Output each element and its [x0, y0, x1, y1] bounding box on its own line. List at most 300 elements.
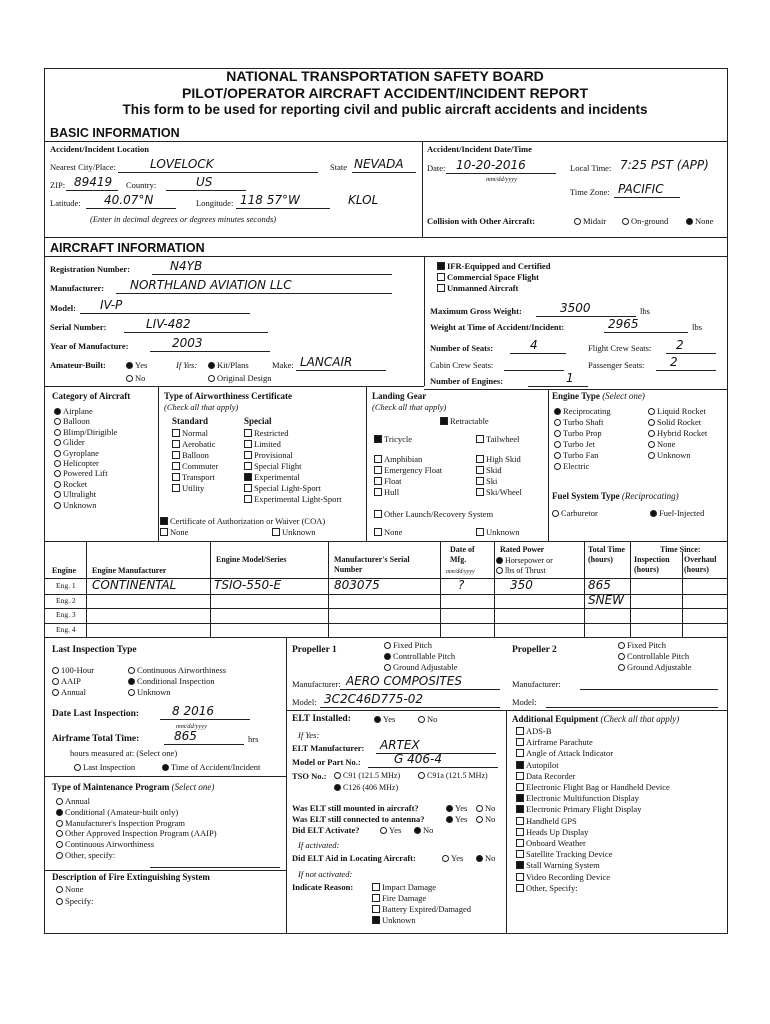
underline [150, 351, 270, 352]
original-design[interactable]: Original Design [208, 373, 272, 383]
radio-icon [496, 567, 503, 574]
checkbox-icon [516, 828, 524, 836]
category-unknown[interactable]: Unknown [54, 500, 97, 510]
aw-none-checkbox[interactable]: None [160, 527, 188, 537]
elt-installed-label: ELT Installed: [292, 714, 351, 724]
aircraft-section-title: AIRCRAFT INFORMATION [50, 241, 205, 255]
radio-icon [552, 510, 559, 517]
checkbox-icon [516, 738, 524, 746]
elt-activate-yes[interactable]: Yes [380, 825, 401, 835]
checkbox-icon [272, 528, 280, 536]
prop2-fixed[interactable]: Fixed Pitch [618, 640, 666, 650]
elt-connected-yes[interactable]: Yes [446, 814, 467, 824]
local-time-field[interactable]: 7:25 PST (APP) [620, 158, 709, 172]
radio-icon [56, 898, 63, 905]
radio-icon [554, 408, 561, 415]
aft-field[interactable]: 865 [174, 729, 197, 743]
prop2-title: Propeller 2 [512, 645, 557, 655]
engine-row-label: Eng. 3 [56, 610, 76, 619]
engine-cell-power[interactable]: 350 [510, 578, 533, 592]
city-field[interactable]: LOVELOCK [150, 157, 214, 171]
elt-tso-label: TSO No.: [292, 771, 327, 781]
gear-title: Landing Gear [372, 391, 427, 401]
radio-icon [622, 218, 629, 225]
checkbox-icon [374, 488, 382, 496]
divider [424, 256, 425, 386]
engine-cell-mfr[interactable]: CONTINENTAL [92, 578, 177, 592]
reason-fire-damage[interactable]: Fire Damage [372, 893, 426, 903]
ps-field[interactable]: 2 [670, 355, 678, 369]
divider [44, 776, 286, 777]
standard-transport[interactable]: Transport [172, 472, 215, 482]
category-glider[interactable]: Glider [54, 437, 85, 447]
amateur-yes[interactable]: Yes [126, 360, 147, 370]
checkbox-icon [437, 262, 445, 270]
engine-type-electric[interactable]: Electric [554, 461, 589, 471]
state-label: State [330, 162, 347, 172]
special-experimental[interactable]: Experimental [244, 472, 300, 482]
kit-plans[interactable]: Kit/Plans [208, 360, 249, 370]
radio-icon [414, 827, 421, 834]
weight-label: Weight at Time of Accident/Incident: [430, 322, 565, 332]
year-field[interactable]: 2003 [172, 336, 203, 350]
underline [604, 332, 688, 333]
radio-icon [54, 439, 61, 446]
elt-tso-c126[interactable]: C126 (406 MHz) [334, 783, 398, 793]
checkbox-icon [516, 884, 524, 892]
special-special-light-sport[interactable]: Special Light-Sport [244, 483, 321, 493]
underline [656, 370, 716, 371]
divider [422, 141, 423, 237]
special-title: Special [244, 416, 272, 426]
prop1-ground[interactable]: Ground Adjustable [384, 662, 457, 672]
measured-last-insp[interactable]: Last Inspection [74, 762, 135, 772]
category-ultralight[interactable]: Ultralight [54, 489, 96, 499]
underline [666, 353, 716, 354]
checkbox-icon [374, 455, 382, 463]
engine-type-turbo-jet[interactable]: Turbo Jet [554, 439, 595, 449]
weight-field[interactable]: 2965 [608, 317, 639, 331]
gear-amphibian[interactable]: Amphibian [374, 454, 422, 464]
radio-icon [686, 218, 693, 225]
reg-field[interactable]: N4YB [170, 259, 203, 273]
radio-icon [54, 491, 61, 498]
prop1-fixed[interactable]: Fixed Pitch [384, 640, 432, 650]
divider [286, 710, 728, 711]
radio-icon [54, 502, 61, 509]
th-hp: Horsepower or [496, 556, 553, 566]
elt-connected-label: Was ELT still connected to antenna? [292, 814, 425, 824]
ccs-label: Cabin Crew Seats: [430, 360, 494, 370]
prop1-model-field[interactable]: 3C2C46D775-02 [324, 692, 424, 706]
engine-cell-date[interactable]: ? [458, 578, 465, 592]
form-title-agency: NATIONAL TRANSPORTATION SAFETY BOARD [226, 68, 544, 84]
gear-tailwheel[interactable]: Tailwheel [476, 434, 519, 444]
special-experimental-light-sport[interactable]: Experimental Light-Sport [244, 494, 342, 504]
gear-retractable[interactable]: Retractable [440, 416, 489, 426]
maint-other-approved-inspection-program-aaip[interactable]: Other Approved Inspection Program (AAIP) [56, 828, 217, 838]
gear-skid[interactable]: Skid [476, 465, 502, 475]
engine-cell-total[interactable]: 865 [588, 578, 611, 592]
category-rocket[interactable]: Rocket [54, 479, 87, 489]
airport-code[interactable]: KLOL [348, 193, 379, 207]
category-airplane[interactable]: Airplane [54, 406, 93, 416]
engines-field[interactable]: 1 [566, 371, 574, 385]
equip-ads-b[interactable]: ADS-B [516, 726, 552, 736]
elt-installed-yes[interactable]: Yes [374, 714, 395, 724]
elt-aid-label: Did ELT Aid in Locating Aircraft: [292, 853, 416, 863]
engine-type-unknown[interactable]: Unknown [648, 450, 691, 460]
checkbox-icon [516, 783, 524, 791]
th-insp: Inspection (hours) [634, 555, 670, 574]
divider [440, 541, 441, 637]
engine-cell-total[interactable]: SNEW [588, 592, 625, 607]
equip-airframe-parachute[interactable]: Airframe Parachute [516, 737, 593, 747]
category-balloon[interactable]: Balloon [54, 416, 90, 426]
prop1-mfr-label: Manufacturer: [292, 679, 341, 689]
category-title: Category of Aircraft [52, 391, 131, 401]
engine-type-turbo-shaft[interactable]: Turbo Shaft [554, 417, 604, 427]
timezone-field[interactable]: PACIFIC [618, 182, 664, 196]
divider [506, 710, 507, 934]
engine-type-hybrid-rocket[interactable]: Hybrid Rocket [648, 428, 707, 438]
radio-icon [554, 419, 561, 426]
special-restricted[interactable]: Restricted [244, 428, 288, 438]
elt-tso-c91[interactable]: C91 (121.5 MHz) [334, 771, 400, 781]
collision-label: Collision with Other Aircraft: [427, 216, 536, 226]
mgw-label: Maximum Gross Weight: [430, 306, 522, 316]
seats-label: Number of Seats: [430, 343, 494, 353]
radio-icon [54, 450, 61, 457]
th-mfr: Engine Manufacturer [92, 566, 167, 575]
standard-aerobatic[interactable]: Aerobatic [172, 439, 216, 449]
radio-icon [618, 653, 625, 660]
elt-activate-label: Did ELT Activate? [292, 825, 360, 835]
radio-icon [574, 218, 581, 225]
engine-cell-serial[interactable]: 803075 [334, 578, 380, 592]
divider [44, 594, 728, 595]
engine-type-turbo-prop[interactable]: Turbo Prop [554, 428, 602, 438]
fuel-carburetor[interactable]: Carburetor [552, 508, 598, 518]
underline [152, 274, 392, 275]
radio-icon [384, 664, 391, 671]
checkbox-icon [516, 761, 524, 769]
maint-conditional-amateur-built-only[interactable]: Conditional (Amateur-built only) [56, 807, 178, 817]
fire-none[interactable]: None [56, 884, 83, 894]
radio-icon [476, 805, 483, 812]
unmanned-checkbox[interactable]: Unmanned Aircraft [437, 283, 518, 293]
fcs-field[interactable]: 2 [676, 338, 684, 352]
equip-heads-up-display[interactable]: Heads Up Display [516, 827, 588, 837]
divider [548, 389, 549, 541]
elt-ifactivated: If activated: [298, 840, 340, 850]
insp-100hr[interactable]: 100-Hour [52, 665, 94, 675]
category-blimp-dirigible[interactable]: Blimp/Dirigible [54, 427, 117, 437]
maint-annual[interactable]: Annual [56, 796, 90, 806]
divider [86, 541, 87, 637]
gear-float[interactable]: Float [374, 476, 401, 486]
elt-model-field[interactable]: G 406-4 [394, 752, 442, 766]
radio-icon [554, 441, 561, 448]
special-provisional[interactable]: Provisional [244, 450, 293, 460]
elt-aid-no[interactable]: No [476, 853, 495, 863]
latitude-field[interactable]: 40.07°N [104, 193, 154, 207]
basic-section-title: BASIC INFORMATION [50, 126, 180, 140]
elt-tso-c91a[interactable]: C91a (121.5 MHz) [418, 771, 488, 781]
checkbox-icon [244, 451, 252, 459]
model-field[interactable]: IV-P [100, 298, 123, 312]
engine-type-solid-rocket[interactable]: Solid Rocket [648, 417, 701, 427]
checkbox-icon [244, 440, 252, 448]
equip-video-recording-device[interactable]: Video Recording Device [516, 872, 610, 882]
local-time-label: Local Time: [570, 163, 612, 173]
divider [44, 623, 728, 624]
elt-reason-label: Indicate Reason: [292, 882, 354, 892]
ifr-checkbox[interactable]: IFR-Equipped and Certified [437, 261, 550, 271]
gear-other[interactable]: Other Launch/Recovery System [374, 509, 493, 519]
engine-type-liquid-rocket[interactable]: Liquid Rocket [648, 406, 706, 416]
divider [44, 386, 424, 387]
engine-cell-model[interactable]: TSIO-550-E [214, 578, 282, 592]
insp-date-field[interactable]: 8 2016 [172, 704, 214, 718]
longitude-label: Longitude: [196, 198, 234, 208]
location-label: Accident/Incident Location [50, 144, 149, 154]
underline [352, 172, 416, 173]
equip-data-recorder[interactable]: Data Recorder [516, 771, 575, 781]
radio-icon [126, 362, 133, 369]
elt-ifnot: If not activated: [298, 869, 353, 879]
prop1-model-label: Model: [292, 697, 317, 707]
radio-icon [128, 689, 135, 696]
make-field[interactable]: LANCAIR [300, 355, 353, 369]
elt-mfr-field[interactable]: ARTEX [380, 738, 420, 752]
special-limited[interactable]: Limited [244, 439, 281, 449]
engine-type-none[interactable]: None [648, 439, 675, 449]
underline [116, 293, 392, 294]
th-date-format: mm/dd/yyyy [446, 569, 475, 575]
zip-field[interactable]: 89419 [74, 175, 113, 189]
engines-label: Number of Engines: [430, 376, 504, 386]
reason-unknown[interactable]: Unknown [372, 915, 416, 925]
radio-icon [56, 798, 63, 805]
gear-hull[interactable]: Hull [374, 487, 399, 497]
checkbox-icon [516, 861, 524, 869]
category-helicopter[interactable]: Helicopter [54, 458, 99, 468]
seats-field[interactable]: 4 [530, 338, 538, 352]
prop2-ground[interactable]: Ground Adjustable [618, 662, 691, 672]
checkbox-icon [244, 429, 252, 437]
checkbox-icon [440, 417, 448, 425]
collision-none[interactable]: None [686, 216, 713, 226]
equip-satellite-tracking-device[interactable]: Satellite Tracking Device [516, 849, 612, 859]
th-date: Date of Mfg. [450, 545, 475, 564]
category-gyroplane[interactable]: Gyroplane [54, 448, 99, 458]
maint-continuous-airworthiness[interactable]: Continuous Airworthiness [56, 839, 154, 849]
underline [320, 707, 500, 708]
gear-unknown[interactable]: Unknown [476, 527, 520, 537]
insp-unknown[interactable]: Unknown [128, 687, 171, 697]
fire-specify[interactable]: Specify: [56, 896, 93, 906]
divider [366, 386, 367, 541]
maint-other-specify[interactable]: Other, specify: [56, 850, 115, 860]
radio-icon [476, 816, 483, 823]
prop1-mfr-field[interactable]: AERO COMPOSITES [346, 674, 462, 688]
th-power: Rated Power [500, 545, 545, 554]
radio-icon [54, 408, 61, 415]
underline [166, 190, 246, 191]
radio-icon [648, 419, 655, 426]
aw-unknown-checkbox[interactable]: Unknown [272, 527, 316, 537]
latitude-label: Latitude: [50, 198, 81, 208]
checkbox-icon [476, 466, 484, 474]
checkbox-icon [516, 727, 524, 735]
checkbox-icon [172, 451, 180, 459]
radio-icon [554, 463, 561, 470]
checkbox-icon [374, 510, 382, 518]
checkbox-icon [516, 772, 524, 780]
gear-emfloat[interactable]: Emergency Float [374, 465, 442, 475]
checkbox-icon [244, 495, 252, 503]
gear-skiwheel[interactable]: Ski/Wheel [476, 487, 522, 497]
elt-mfr-label: ELT Manufacturer: [292, 743, 365, 753]
prop1-controllable[interactable]: Controllable Pitch [384, 651, 455, 661]
th-ovh: Overhaul (hours) [684, 555, 717, 574]
equip-autopilot[interactable]: Autopilot [516, 760, 559, 770]
standard-utility[interactable]: Utility [172, 483, 204, 493]
checkbox-icon [437, 273, 445, 281]
equip-electronic-flight-bag-or-handheld-device[interactable]: Electronic Flight Bag or Handheld Device [516, 782, 670, 792]
engine-type-reciprocating[interactable]: Reciprocating [554, 406, 611, 416]
elt-activate-no[interactable]: No [414, 825, 433, 835]
amateur-no[interactable]: No [126, 373, 145, 383]
underline [546, 707, 718, 708]
elt-mounted-no[interactable]: No [476, 803, 495, 813]
th-serial: Manufacturer's Serial Number [334, 555, 410, 574]
underline [236, 208, 330, 209]
checkbox-icon [476, 488, 484, 496]
equip-onboard-weather[interactable]: Onboard Weather [516, 838, 586, 848]
elt-mounted-label: Was ELT still mounted in aircraft? [292, 803, 419, 813]
category-powered-lift[interactable]: Powered Lift [54, 468, 108, 478]
special-special-flight[interactable]: Special Flight [244, 461, 301, 471]
gear-tricycle[interactable]: Tricycle [374, 434, 412, 444]
weight-unit: lbs [692, 322, 702, 332]
country-field[interactable]: US [196, 175, 213, 189]
standard-title: Standard [172, 416, 209, 426]
longitude-field[interactable]: 118 57°W [240, 193, 300, 207]
commercial-space-checkbox[interactable]: Commercial Space Flight [437, 272, 539, 282]
underline [614, 197, 680, 198]
divider [44, 141, 728, 142]
reg-label: Registration Number: [50, 264, 131, 274]
checkbox-icon [372, 894, 380, 902]
insp-continuous[interactable]: Continuous Airworthiness [128, 665, 226, 675]
maint-manufacturer-s-inspection-program[interactable]: Manufacturer's Inspection Program [56, 818, 185, 828]
radio-icon [442, 855, 449, 862]
equip-handheld-gps[interactable]: Handheld GPS [516, 816, 577, 826]
standard-normal[interactable]: Normal [172, 428, 208, 438]
insp-conditional[interactable]: Conditional Inspection [128, 676, 215, 686]
insp-date-format: mm/dd/yyyy [176, 723, 208, 730]
underline [510, 353, 566, 354]
divider [44, 608, 728, 609]
underline [66, 190, 118, 191]
mgw-field[interactable]: 3500 [560, 301, 591, 315]
radio-icon [54, 418, 61, 425]
elt-mounted-yes[interactable]: Yes [446, 803, 467, 813]
form-title-report: PILOT/OPERATOR AIRCRAFT ACCIDENT/INCIDENT REPORT [182, 85, 588, 101]
checkbox-icon [476, 435, 484, 443]
radio-icon [374, 716, 381, 723]
divider [44, 637, 728, 638]
reason-impact-damage[interactable]: Impact Damage [372, 882, 436, 892]
collision-onground[interactable]: On-ground [622, 216, 668, 226]
state-field[interactable]: NEVADA [354, 157, 404, 171]
equip-electronic-multifunction-display[interactable]: Electronic Multifunction Display [516, 793, 639, 803]
engine-row-label: Eng. 2 [56, 595, 76, 605]
reason-battery-expired-damaged[interactable]: Battery Expired/Damaged [372, 904, 471, 914]
radio-icon [52, 689, 59, 696]
equip-stall-warning-system[interactable]: Stall Warning System [516, 860, 600, 870]
gear-none[interactable]: None [374, 527, 402, 537]
gear-highskid[interactable]: High Skid [476, 454, 521, 464]
model-label: Model: [50, 303, 76, 313]
underline [160, 719, 250, 720]
radio-icon [476, 855, 483, 862]
prop2-controllable[interactable]: Controllable Pitch [618, 651, 689, 661]
equip-angle-of-attack-indicator[interactable]: Angle of Attack Indicator [516, 748, 613, 758]
divider [286, 637, 287, 934]
radio-icon [648, 441, 655, 448]
coa-checkbox[interactable]: Certificate of Authorization or Waiver (COA) [160, 516, 325, 526]
divider [158, 386, 159, 541]
mfr-field[interactable]: NORTHLAND AVIATION LLC [130, 278, 292, 292]
radio-icon [418, 772, 425, 779]
date-label: Date: [427, 163, 446, 173]
insp-aaip[interactable]: AAIP [52, 676, 81, 686]
measured-time-accident[interactable]: Time of Accident/Incident [162, 762, 260, 772]
prop2-model-label: Model: [512, 697, 537, 707]
engine-row-label: Eng. 4 [56, 624, 76, 634]
checkbox-icon [476, 477, 484, 485]
elt-installed-no[interactable]: No [418, 714, 437, 724]
th-total: Total Time (hours) [588, 545, 625, 564]
checkbox-icon [160, 517, 168, 525]
gear-ski[interactable]: Ski [476, 476, 497, 486]
radio-icon [74, 764, 81, 771]
underline [504, 370, 564, 371]
equip-electronic-primary-flight-display[interactable]: Electronic Primary Flight Display [516, 804, 641, 814]
equip-title: Additional Equipment (Check all that apply) [512, 714, 680, 724]
radio-icon [446, 805, 453, 812]
fuel-injected[interactable]: Fuel-Injected [650, 508, 704, 518]
timezone-label: Time Zone: [570, 187, 610, 197]
date-field[interactable]: 10-20-2016 [456, 158, 526, 172]
collision-midair[interactable]: Midair [574, 216, 606, 226]
standard-commuter[interactable]: Commuter [172, 461, 218, 471]
insp-annual[interactable]: Annual [52, 687, 86, 697]
engine-type-turbo-fan[interactable]: Turbo Fan [554, 450, 598, 460]
standard-balloon[interactable]: Balloon [172, 450, 209, 460]
radio-icon [54, 460, 61, 467]
city-label: Nearest City/Place: [50, 162, 116, 172]
serial-field[interactable]: LIV-482 [146, 317, 191, 331]
elt-connected-no[interactable]: No [476, 814, 495, 824]
elt-aid-yes[interactable]: Yes [442, 853, 463, 863]
equip-other-specify[interactable]: Other, Specify: [516, 883, 578, 893]
radio-icon [446, 816, 453, 823]
radio-icon [56, 886, 63, 893]
